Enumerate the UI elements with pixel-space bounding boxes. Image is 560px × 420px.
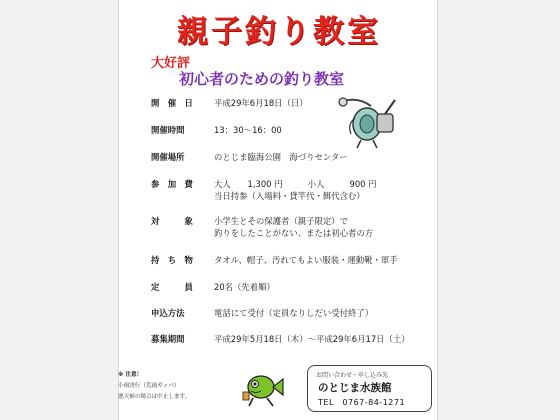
info-value — [214, 124, 434, 136]
info-value-line: タオル、帽子、汚れてもよい服装・運動靴・軍手 — [214, 255, 398, 265]
flyer-title: 親子釣り教室 — [177, 14, 381, 50]
info-value-line: 平成29年5月18日（木）～平成29年6月17日（土） — [214, 334, 410, 344]
info-label: 定 員 — [151, 282, 193, 292]
notes-line: 小雨決行（荒雨ガッパ） — [118, 383, 180, 389]
info-label: 対 象 — [151, 216, 193, 226]
contact-tel: TEL 0767-84-1271 — [318, 398, 406, 407]
info-value — [214, 307, 434, 319]
info-label: 開 催 日 — [151, 98, 193, 108]
fish-mascot-icon — [241, 370, 285, 408]
info-label: 申込方法 — [151, 308, 185, 318]
info-value — [214, 97, 434, 109]
info-value — [214, 151, 434, 163]
info-value — [214, 281, 434, 293]
info-value — [214, 333, 434, 345]
info-label: 開催時間 — [151, 125, 185, 135]
info-label: 参 加 費 — [151, 179, 193, 189]
info-value-line: 釣りをしたことがない、または初心者の方 — [214, 228, 374, 238]
info-value-line: のとじま臨海公園 海づりセンター — [214, 152, 348, 162]
notes — [118, 370, 228, 403]
info-value-line: 20名（先着順） — [214, 282, 275, 292]
info-label: 開催場所 — [151, 152, 185, 162]
contact-name: のとじま水族館 — [318, 382, 392, 394]
notes-line: 悪天候の場合は中止します。 — [118, 394, 191, 400]
info-value-line: 電話にて受付（定員なりしだい受付終了） — [214, 308, 374, 318]
info-value-line: 平成29年6月18日（日） — [214, 98, 308, 108]
flyer-subtitle: 初心者のための釣り教室 — [179, 70, 345, 88]
info-value-line: 小学生とその保護者（親子限定）で — [214, 216, 348, 226]
notes-heading: ※ 注意！ — [118, 372, 143, 378]
flyer-page — [118, 0, 438, 420]
fishing-reel-icon — [337, 94, 399, 150]
contact-box — [307, 365, 432, 412]
info-value-line: 当日持参（入場料・貸竿代・餌代含む） — [214, 191, 365, 201]
popular-badge: 大好評 — [151, 56, 191, 71]
info-label: 持 ち 物 — [151, 255, 193, 265]
info-value — [214, 178, 434, 202]
contact-caption: お問い合わせ・申し込み先 — [316, 372, 389, 379]
info-value — [214, 215, 434, 239]
info-value-line: 大人 1,300 円 小人 900 円 — [214, 179, 377, 189]
info-label: 募集期間 — [151, 334, 185, 344]
info-value — [214, 254, 434, 266]
info-value-line: 13：30～16：00 — [214, 125, 282, 135]
